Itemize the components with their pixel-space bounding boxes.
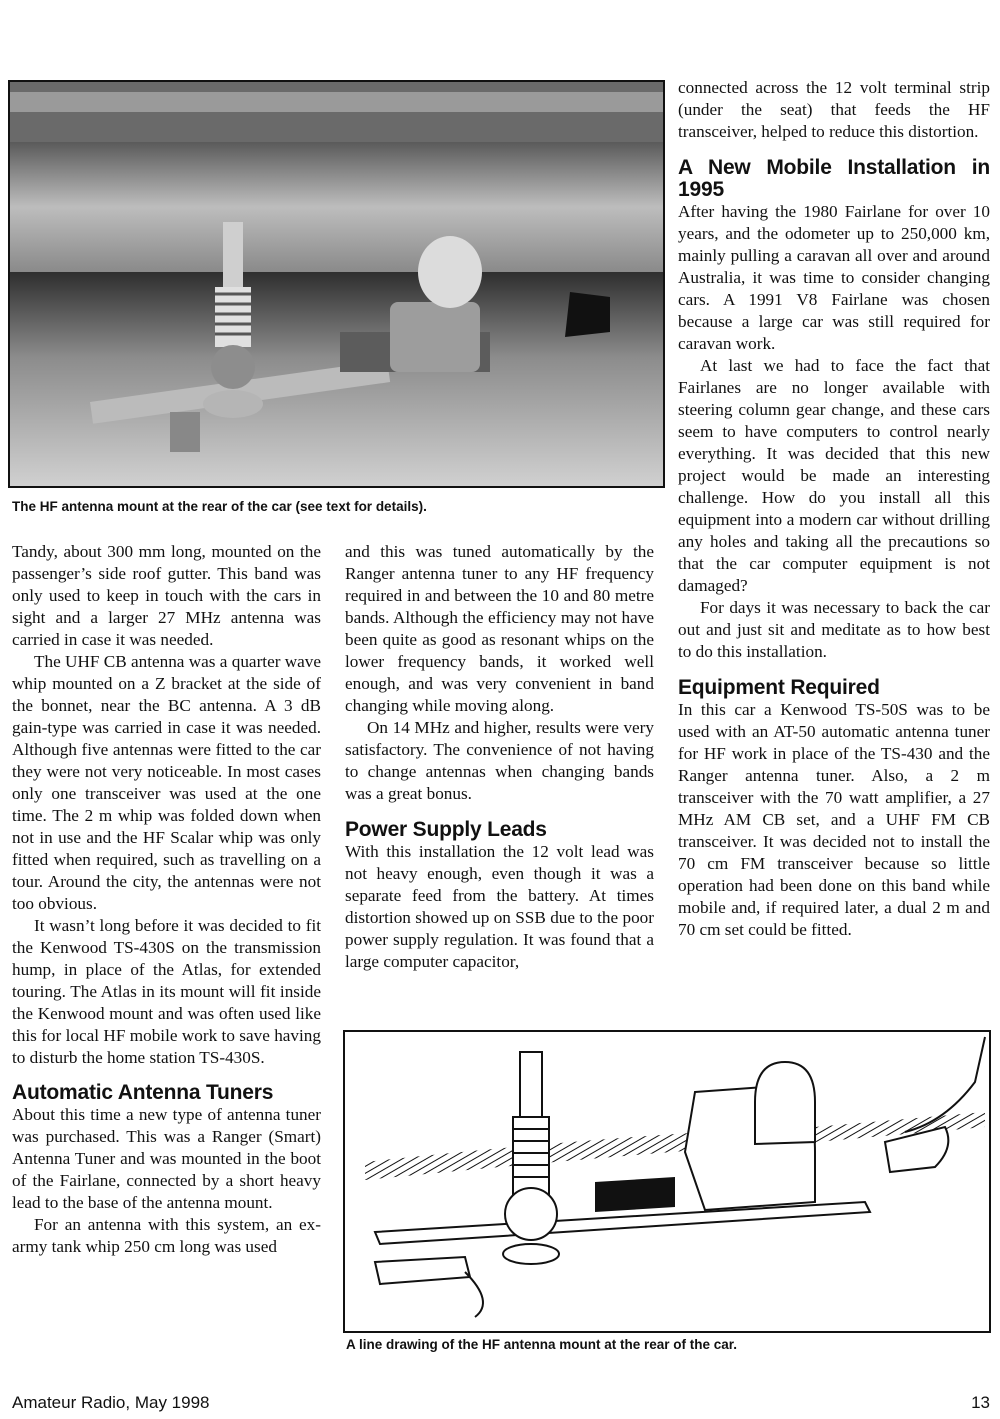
paragraph: For an antenna with this system, an ex-army tank whip 250 cm long was used — [12, 1215, 321, 1256]
antenna-mount-line-drawing — [343, 1030, 991, 1333]
section-heading: Power Supply Leads — [345, 818, 547, 841]
line-drawing-illustration — [345, 1032, 989, 1331]
paragraph: Tandy, about 300 mm long, mounted on the passenger’s side roof gutter. This band was only used to keep in touch with the cars in sight and a larger 27 MHz antenna was carried in case it was needed. — [12, 542, 321, 649]
photo-caption: The HF antenna mount at the rear of the car (see text for details). — [12, 499, 427, 514]
column-1 — [12, 541, 321, 1258]
photo-illustration — [10, 82, 663, 486]
column-2 — [345, 541, 654, 973]
paragraph: and this was tuned automatically by the Ranger antenna tuner to any HF frequency required in and between the 10 and 80 metre bands. Although the efficiency may not have been quite as good as resonant whips on the lower frequency bands, it worked well enough, and was very convenient in band changing while moving along. — [345, 542, 654, 715]
paragraph: With this installation the 12 volt lead was not heavy enough, even though it was a separate feed from the battery. At times distortion showed up on SSB due to the poor power supply regulation. It was found that a large computer capacitor, — [345, 842, 654, 971]
footer-publication: Amateur Radio, May 1998 — [12, 1393, 210, 1412]
paragraph: It wasn’t long before it was decided to fit the Kenwood TS-430S on the transmission hump, in place of the Atlas, for extended touring. The Atlas in its mount will fit inside the Kenwood mount and was often used like this for local HF mobile work to save having to disturb the home station TS-430S. — [12, 916, 321, 1067]
paragraph: At last we had to face the fact that Fairlanes are no longer available with steering column gear change, and these cars seem to have computers to control nearly everything. It was decided that this new project would be made an interesting challenge. How do you install all this equipment into a modern car without drilling any holes and taking all the precautions so that the car computer equipment is not damaged? — [678, 356, 990, 595]
column-3 — [678, 77, 990, 941]
section-heading: Automatic Antenna Tuners — [12, 1081, 274, 1104]
paragraph: The UHF CB antenna was a quarter wave whip mounted on a Z bracket at the side of the bonnet, near the BC antenna. A 3 dB gain-type was carried in case it was needed. Although five antennas were fitted to the car they were not very noticeable. In most cases only one transceiver was used at the one time. The 2 m whip was folded down when not in use and the HF Scalar whip was only fitted when required, such as travelling on a tour. Around the city, the antennas were not too obvious. — [12, 652, 321, 913]
paragraph: connected across the 12 volt terminal strip (under the seat) that feeds the HF transceiver, helped to reduce this distortion. — [678, 78, 990, 141]
antenna-mount-photo — [8, 80, 665, 488]
paragraph: For days it was necessary to back the car out and just sit and meditate as to how best to do this installation. — [678, 598, 990, 661]
paragraph: On 14 MHz and higher, results were very satisfactory. The convenience of not having to change antennas when changing bands was a great bonus. — [345, 718, 654, 803]
section-heading: A New Mobile Installation in 1995 — [678, 156, 990, 201]
page-number: 13 — [971, 1393, 990, 1412]
section-heading: Equipment Required — [678, 676, 880, 699]
paragraph: In this car a Kenwood TS-50S was to be used with an AT-50 automatic antenna tuner for HF work in place of the TS-430 and the Ranger antenna tuner. Also, a 2 m transceiver with the 70 watt amplifier, a 27 MHz AM CB set, and a UHF FM CB transceiver. It was decided not to install the 70 cm FM transceiver because so little operation had been done on this band while mobile and, if required later, a dual 2 m and 70 cm set could be fitted. — [678, 700, 990, 939]
paragraph: After having the 1980 Fairlane for over 10 years, and the odometer up to 250,000 km, mainly pulling a caravan all over and around Australia, it was time to consider changing cars. A 1991 V8 Fairlane was chosen because a large car was still required for caravan work. — [678, 202, 990, 353]
paragraph: About this time a new type of antenna tuner was purchased. This was a Ranger (Smart) Antenna Tuner and was mounted in the boot of the Fairlane, connected by a short heavy lead to the base of the antenna mount. — [12, 1105, 321, 1212]
drawing-caption: A line drawing of the HF antenna mount at the rear of the car. — [346, 1337, 738, 1352]
